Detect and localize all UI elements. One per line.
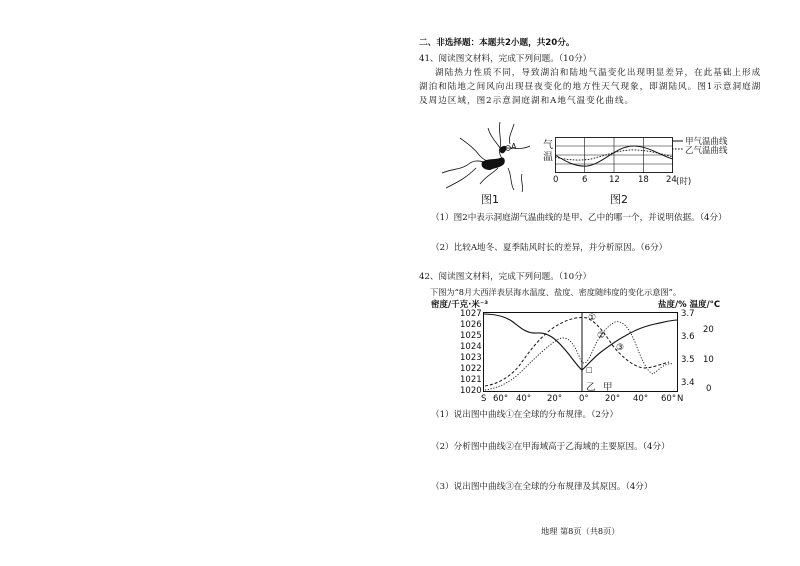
lat-tick: 0° [579,394,589,404]
legend-lines [672,138,684,152]
curve-3-temperature [485,322,673,390]
density-tick: 1026 [460,320,482,330]
x-unit: (时) [676,177,692,187]
curve-marker-3: ③ [616,343,625,353]
density-axis-label: 密度/千克·米⁻³ [431,300,489,310]
salinity-tick: 3.7 [681,309,695,319]
salinity-temp-axis-label: 盐度/% 温度/°C [658,300,721,310]
q41-sub2: （2）比较A地冬、夏季陆风时长的差异，并分析原因。（6分） [431,243,668,253]
x-tick: 0 [553,175,559,185]
x-tick: 24 [666,175,677,185]
q42-intro: 下图为“8月大西洋表层海水温度、盐度、密度随纬度的变化示意图”。 [430,287,682,297]
temp-tick: 0 [706,384,712,394]
density-tick: 1024 [460,342,482,352]
density-tick: 1025 [460,331,482,341]
q41-sub1: （1）图2中表示洞庭湖气温曲线的是甲、乙中的哪一个，并说明依据。（4分） [431,213,727,223]
lat-tick: N [677,394,684,404]
legend-jia: 甲气温曲线 [685,137,728,147]
salinity-tick: 3.6 [681,332,695,342]
section-heading: 二、非选择题：本题共2小题，共20分。 [419,38,575,48]
q41-title: 41、阅读图文材料，完成下列问题。（10分） [419,54,592,64]
region-jia: 甲 [603,382,613,393]
q42-ocean-chart [483,312,678,392]
lat-tick: 20° [605,394,621,404]
lat-tick: 60° [493,394,509,404]
density-tick: 1021 [460,375,482,385]
q42-sub3: （3）说出图中曲线③在全球的分布规律及其原因。（4分） [431,482,653,492]
x-tick: 18 [638,175,649,185]
lat-tick: 20° [547,394,563,404]
lat-tick: S [481,394,487,404]
point-a-label: A [511,142,517,151]
q42-sub2: （2）分析图中曲线②在甲海域高于乙海域的主要原因。（4分） [431,442,670,452]
figure1-caption: 图1 [481,193,499,206]
lat-tick: 40° [633,394,649,404]
q41-material: 湖陆热力性质不同，导致湖泊和陆地气温变化出现明显差异，在此基础上形成湖泊和陆地之间风向出现昼夜变化的地方性天气现象，即湖陆风。图1示意洞庭湖及周边区域，图2示意洞庭湖和A地气温变化曲线。 [419,68,762,106]
density-tick: 1022 [460,364,482,374]
density-tick: 1020 [460,386,482,396]
page-footer: 地理 第8页（共8页） [541,526,620,536]
x-tick: 12 [609,175,620,185]
lat-tick: 60° [661,394,677,404]
curve-marker-2: ② [597,331,606,341]
x-tick: 6 [582,175,588,185]
temp-tick: 10 [703,355,714,365]
lat-tick: 40° [516,394,532,404]
curve-1-density [483,314,678,370]
q42-title: 42、阅读图文材料，完成下列问题。（10分） [419,272,592,282]
q42-sub1: （1）说出图中曲线①在全球的分布规律。（2分） [431,410,619,420]
small-marker: □ [586,366,593,374]
figure2-caption: 图2 [610,193,628,206]
figure2-ylabel-2: 温 [543,152,553,163]
salinity-tick: 3.4 [681,378,695,388]
figure2-ylabel-1: 气 [543,140,553,151]
density-tick: 1023 [460,353,482,363]
temp-tick: 20 [703,325,714,335]
legend-yi: 乙气温曲线 [685,146,728,156]
q41-figure1-map [440,118,550,194]
curve-marker-1: ① [588,313,597,323]
q41-figure2-chart [555,137,673,173]
salinity-tick: 3.5 [681,355,695,365]
region-yi: 乙 [586,382,596,393]
density-tick: 1027 [460,309,482,319]
